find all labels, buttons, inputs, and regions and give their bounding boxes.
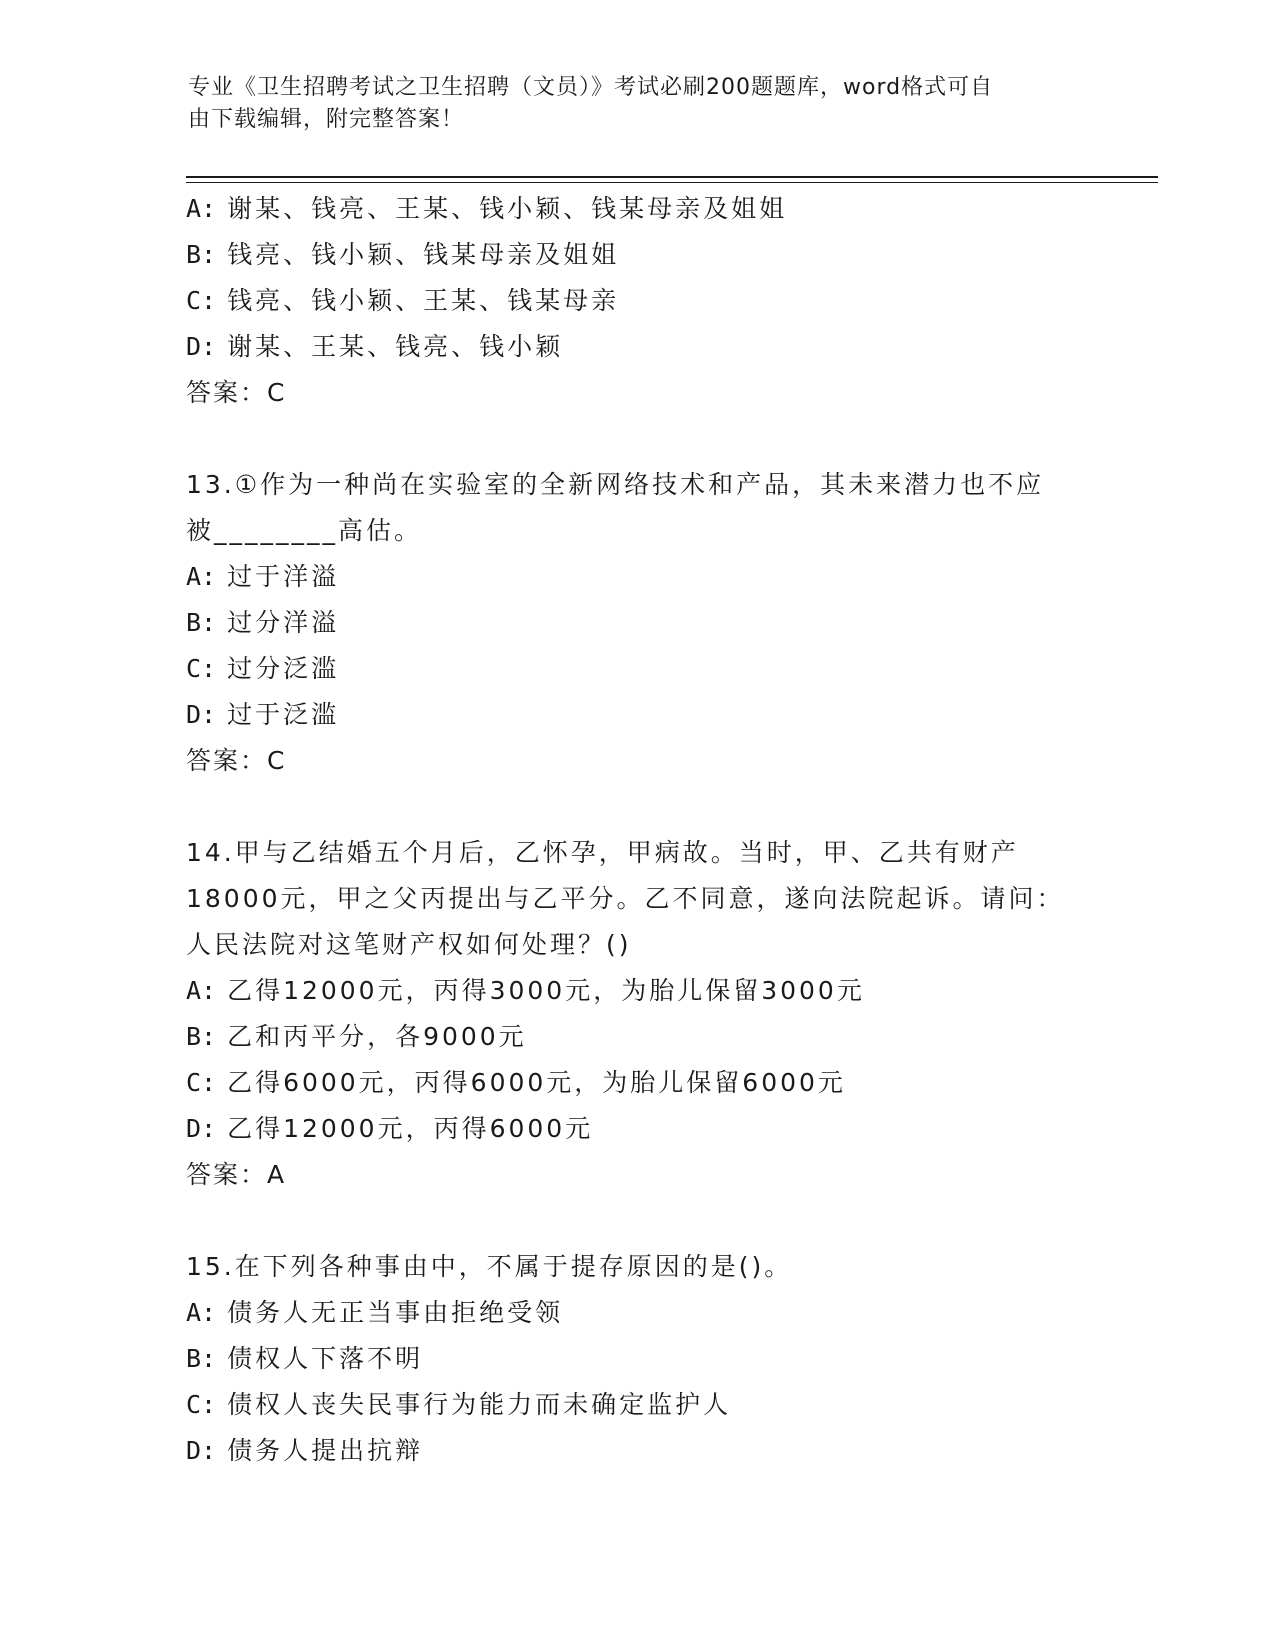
option-a <box>186 968 1086 1014</box>
option-d <box>186 692 1086 738</box>
option-text: 乙得12000元，丙得3000元，为胎儿保留3000元 <box>227 976 865 1005</box>
question-14 <box>186 830 1086 1198</box>
option-text: 债务人提出抗辩 <box>227 1436 424 1465</box>
option-text: 钱亮、钱小颖、王某、钱某母亲 <box>227 286 620 315</box>
header-rule-thick <box>186 176 1158 178</box>
option-text: 过分洋溢 <box>227 608 340 637</box>
answer-line: 答案：C <box>186 378 287 407</box>
option-label: A: <box>186 1298 217 1327</box>
option-label: D: <box>186 1436 217 1465</box>
spacer <box>186 1198 1086 1244</box>
question-stem-line-2: 被________高估。 <box>186 516 423 545</box>
option-c <box>186 1060 1086 1106</box>
option-text: 乙得6000元，丙得6000元，为胎儿保留6000元 <box>227 1068 846 1097</box>
option-d <box>186 1106 1086 1152</box>
option-d <box>186 1428 1086 1474</box>
option-label: C: <box>186 1068 217 1097</box>
option-c <box>186 646 1086 692</box>
spacer <box>186 784 1086 830</box>
question-stem-line-1: 13.①作为一种尚在实验室的全新网络技术和产品，其未来潜力也不应 <box>186 470 1045 499</box>
option-text: 过于泛滥 <box>227 700 340 729</box>
question-stem-line-1: 14.甲与乙结婚五个月后，乙怀孕，甲病故。当时，甲、乙共有财产 <box>186 838 1019 867</box>
option-d <box>186 324 1086 370</box>
header-rule-thin <box>186 182 1158 183</box>
answer-line: 答案：A <box>186 1160 287 1189</box>
question-15 <box>186 1244 1086 1474</box>
option-label: D: <box>186 332 217 361</box>
option-label: A: <box>186 562 217 591</box>
option-label: B: <box>186 608 217 637</box>
option-label: C: <box>186 1390 217 1419</box>
answer-line: 答案：C <box>186 746 287 775</box>
option-c <box>186 1382 1086 1428</box>
option-label: B: <box>186 1344 217 1373</box>
option-b <box>186 1014 1086 1060</box>
option-b <box>186 600 1086 646</box>
option-text: 谢某、钱亮、王某、钱小颖、钱某母亲及姐姐 <box>227 194 788 223</box>
option-text: 过分泛滥 <box>227 654 340 683</box>
question-stem-line-2: 18000元，甲之父丙提出与乙平分。乙不同意，遂向法院起诉。请问： <box>186 884 1065 913</box>
option-label: C: <box>186 286 217 315</box>
option-label: B: <box>186 1022 217 1051</box>
option-b <box>186 1336 1086 1382</box>
option-text: 债权人丧失民事行为能力而未确定监护人 <box>227 1390 732 1419</box>
spacer <box>186 416 1086 462</box>
option-text: 过于洋溢 <box>227 562 340 591</box>
option-label: D: <box>186 700 217 729</box>
question-list <box>186 186 1086 1474</box>
option-a <box>186 1290 1086 1336</box>
option-label: D: <box>186 1114 217 1143</box>
document-header <box>188 72 1068 136</box>
option-text: 乙和丙平分，各9000元 <box>227 1022 527 1051</box>
header-line-2: 由下载编辑，附完整答案！ <box>188 107 465 132</box>
option-c <box>186 278 1086 324</box>
option-a <box>186 186 1086 232</box>
option-label: C: <box>186 654 217 683</box>
question-12 <box>186 186 1086 416</box>
question-stem-line-3: 人民法院对这笔财产权如何处理？() <box>186 930 632 959</box>
option-label: A: <box>186 976 217 1005</box>
option-text: 债务人无正当事由拒绝受领 <box>227 1298 564 1327</box>
option-label: B: <box>186 240 217 269</box>
header-line-1: 专业《卫生招聘考试之卫生招聘（文员）》考试必刷200题题库，word格式可自 <box>188 75 994 100</box>
option-label: A: <box>186 194 217 223</box>
option-text: 乙得12000元，丙得6000元 <box>227 1114 594 1143</box>
option-b <box>186 232 1086 278</box>
question-13 <box>186 462 1086 784</box>
question-stem-line-1: 15.在下列各种事由中，不属于提存原因的是()。 <box>186 1252 793 1281</box>
option-text: 钱亮、钱小颖、钱某母亲及姐姐 <box>227 240 620 269</box>
option-text: 谢某、王某、钱亮、钱小颖 <box>227 332 564 361</box>
option-text: 债权人下落不明 <box>227 1344 424 1373</box>
option-a <box>186 554 1086 600</box>
